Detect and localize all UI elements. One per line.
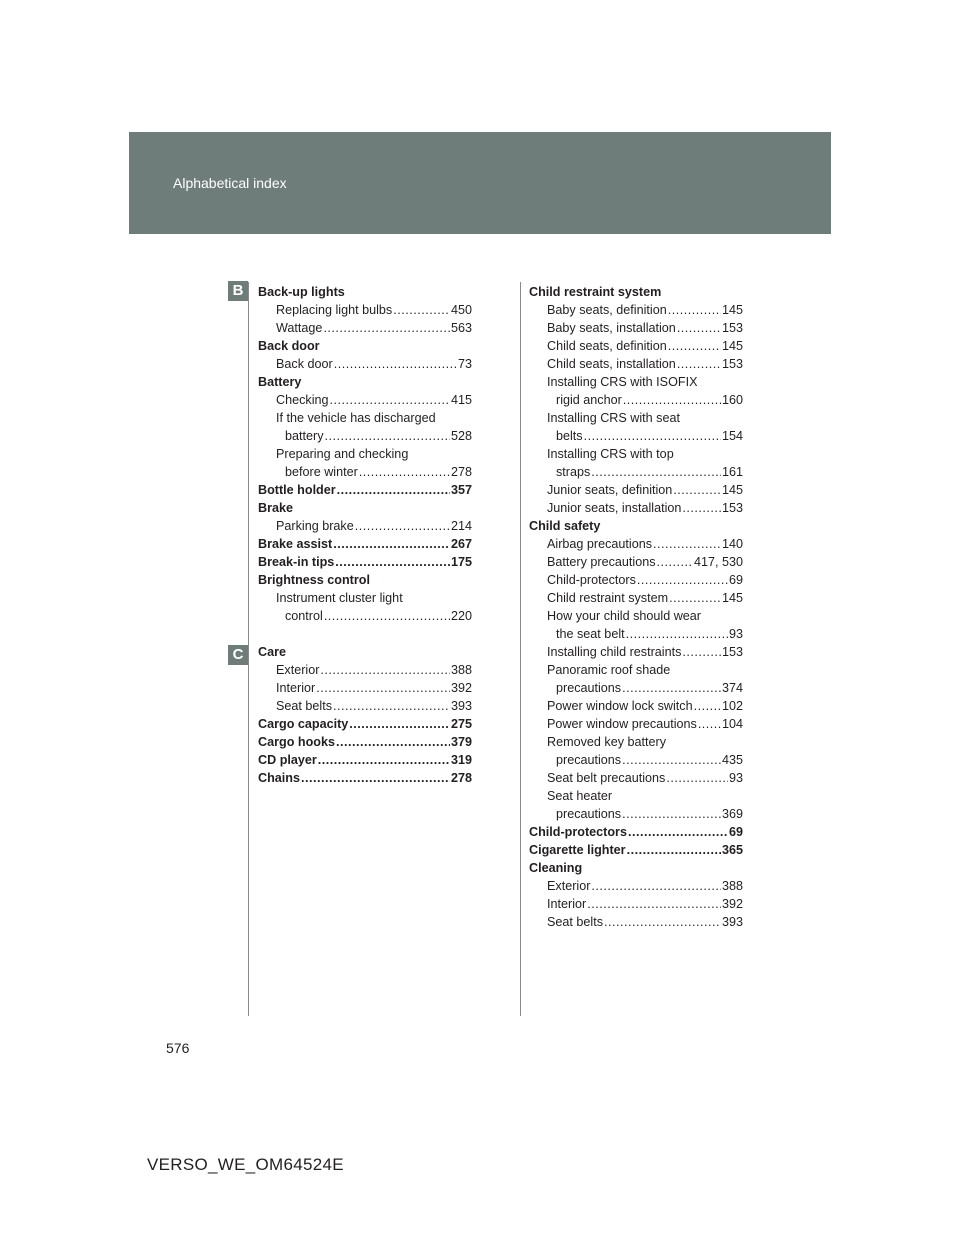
dot-leader [393, 301, 450, 319]
dot-leader [336, 733, 450, 751]
entry-label: the seat belt [556, 627, 625, 641]
dot-leader [673, 481, 721, 499]
page-reference: 388 [450, 663, 472, 677]
dot-leader [628, 823, 728, 841]
dot-leader [591, 463, 721, 481]
index-subentry [258, 301, 472, 319]
index-subentry-text: Instrument cluster light [276, 591, 403, 605]
entry-label: battery [285, 429, 324, 443]
index-subentry [529, 391, 743, 409]
entry-label: Interior [547, 897, 587, 911]
dot-leader [333, 697, 450, 715]
page-reference: 417, 530 [693, 555, 743, 569]
entry-label: Seat belts [547, 915, 604, 929]
index-main-entry [258, 733, 472, 751]
entry-label: belts [556, 429, 583, 443]
index-subentry [529, 499, 743, 517]
page-reference: 145 [721, 339, 743, 353]
entry-label: Seat belts [276, 699, 333, 713]
index-subentry-text: Panoramic roof shade [547, 663, 671, 677]
index-subentry [529, 769, 743, 787]
index-subentry [529, 679, 743, 697]
index-main-entry [258, 715, 472, 733]
index-subentry-text: How your child should wear [547, 609, 701, 623]
dot-leader [355, 517, 450, 535]
index-subentry-text: Removed key battery [547, 735, 666, 749]
letter-tab-c: C [228, 645, 248, 665]
index-subentry [529, 355, 743, 373]
page-reference: 450 [450, 303, 472, 317]
index-heading: Brake [258, 501, 294, 515]
entry-label: Back door [276, 357, 333, 371]
dot-leader [623, 391, 721, 409]
index-subentry [258, 463, 472, 481]
dot-leader [316, 679, 450, 697]
index-heading: Cleaning [529, 861, 583, 875]
dot-leader [694, 697, 721, 715]
dot-leader [622, 679, 721, 697]
dot-leader [333, 535, 450, 553]
index-subentry [529, 805, 743, 823]
dot-leader [323, 319, 450, 337]
page-reference: 563 [450, 321, 472, 335]
index-subentry [258, 391, 472, 409]
right-column-rule [520, 282, 521, 1016]
entry-label: Brake assist [258, 537, 333, 551]
entry-label: Exterior [547, 879, 591, 893]
page-reference: 93 [728, 627, 743, 641]
entry-label: Junior seats, definition [547, 483, 673, 497]
page-reference: 73 [457, 357, 472, 371]
page-reference: 267 [450, 537, 472, 551]
dot-leader [668, 337, 721, 355]
index-heading: Child safety [529, 519, 601, 533]
entry-label: Child-protectors [547, 573, 636, 587]
dot-leader [622, 805, 721, 823]
index-main-entry [258, 553, 472, 571]
index-subentry [258, 697, 472, 715]
dot-leader [677, 319, 721, 337]
entry-label: Power window precautions [547, 717, 697, 731]
dot-leader [318, 751, 450, 769]
dot-leader [604, 913, 721, 931]
page-reference: 145 [721, 591, 743, 605]
index-subentry [529, 337, 743, 355]
entry-label: Airbag precautions [547, 537, 653, 551]
page-reference: 388 [721, 879, 743, 893]
entry-label: straps [556, 465, 591, 479]
index-subentry [529, 553, 743, 571]
index-subentry [258, 661, 472, 679]
index-subentry [529, 625, 743, 643]
dot-leader [325, 427, 450, 445]
index-subentry [529, 427, 743, 445]
entry-label: Baby seats, definition [547, 303, 667, 317]
index-main-entry [258, 535, 472, 553]
index-subentry [258, 607, 472, 625]
page-reference: 278 [450, 771, 472, 785]
entry-label: Exterior [276, 663, 320, 677]
entry-label: Child seats, definition [547, 339, 667, 353]
entry-label: Battery precautions [547, 555, 656, 569]
index-subentry [529, 301, 743, 319]
page-reference: 93 [728, 771, 743, 785]
index-subentry [529, 463, 743, 481]
index-heading: Brightness control [258, 573, 370, 587]
index-subentry [258, 517, 472, 535]
entry-label: Cargo hooks [258, 735, 335, 749]
dot-leader [682, 499, 721, 517]
entry-label: Parking brake [276, 519, 354, 533]
index-subentry [529, 535, 743, 553]
page-reference: 369 [721, 807, 743, 821]
dot-leader [627, 841, 721, 859]
entry-label: Seat belt precautions [547, 771, 666, 785]
page-reference: 153 [721, 357, 743, 371]
page-reference: 214 [450, 519, 472, 533]
dot-leader [320, 661, 450, 679]
index-heading: Back door [258, 339, 320, 353]
page-reference: 528 [450, 429, 472, 443]
index-column-right [529, 283, 743, 931]
index-subentry [529, 643, 743, 661]
page-reference: 154 [721, 429, 743, 443]
page-reference: 69 [728, 573, 743, 587]
index-subentry [529, 895, 743, 913]
dot-leader [335, 553, 450, 571]
dot-leader [653, 535, 721, 553]
index-heading: Care [258, 645, 287, 659]
page-reference: 365 [721, 843, 743, 857]
dot-leader [334, 355, 457, 373]
dot-leader [657, 553, 693, 571]
entry-label: Replacing light bulbs [276, 303, 393, 317]
page-reference: 392 [450, 681, 472, 695]
index-subentry [529, 913, 743, 931]
dot-leader [587, 895, 721, 913]
entry-label: rigid anchor [556, 393, 622, 407]
entry-label: Cigarette lighter [529, 843, 626, 857]
dot-leader [669, 589, 721, 607]
index-main-entry [258, 481, 472, 499]
dot-leader [682, 643, 721, 661]
page-reference: 374 [721, 681, 743, 695]
entry-label: precautions [556, 753, 622, 767]
dot-leader [337, 481, 450, 499]
entry-label: before winter [285, 465, 358, 479]
index-subentry [258, 679, 472, 697]
entry-label: Cargo capacity [258, 717, 349, 731]
index-subentry-text: Seat heater [547, 789, 613, 803]
entry-label: Chains [258, 771, 300, 785]
entry-label: Installing child restraints [547, 645, 682, 659]
dot-leader [622, 751, 721, 769]
dot-leader [637, 571, 728, 589]
page-reference: 220 [450, 609, 472, 623]
entry-label: Child seats, installation [547, 357, 676, 371]
entry-label: precautions [556, 681, 622, 695]
index-subentry [529, 319, 743, 337]
entry-label: Power window lock switch [547, 699, 693, 713]
page-reference: 275 [450, 717, 472, 731]
index-subentry [529, 877, 743, 895]
page-reference: 153 [721, 321, 743, 335]
page-reference: 153 [721, 645, 743, 659]
index-subentry [258, 427, 472, 445]
index-column-left [258, 283, 472, 787]
index-subentry-text: Preparing and checking [276, 447, 409, 461]
index-subentry [529, 589, 743, 607]
page-reference: 278 [450, 465, 472, 479]
index-subentry [529, 571, 743, 589]
dot-leader [324, 607, 450, 625]
dot-leader [359, 463, 450, 481]
index-heading: Battery [258, 375, 302, 389]
document-code: VERSO_WE_OM64524E [147, 1155, 344, 1174]
page-reference: 69 [728, 825, 743, 839]
index-main-entry [258, 751, 472, 769]
page-reference: 392 [721, 897, 743, 911]
dot-leader [330, 391, 450, 409]
index-subentry [529, 481, 743, 499]
index-subentry-text: Installing CRS with seat [547, 411, 680, 425]
dot-leader [626, 625, 728, 643]
index-heading: Child restraint system [529, 285, 662, 299]
index-subentry [529, 751, 743, 769]
header-title: Alphabetical index [173, 175, 287, 191]
dot-leader [584, 427, 721, 445]
entry-label: Interior [276, 681, 316, 695]
dot-leader [349, 715, 450, 733]
entry-label: control [285, 609, 323, 623]
page-number: 576 [166, 1040, 190, 1056]
letter-tab-b: B [228, 281, 248, 301]
page-reference: 145 [721, 303, 743, 317]
section-gap [258, 625, 472, 643]
page-reference: 140 [721, 537, 743, 551]
index-main-entry [529, 823, 743, 841]
dot-leader [301, 769, 450, 787]
page-reference: 415 [450, 393, 472, 407]
page-reference: 161 [721, 465, 743, 479]
dot-leader [677, 355, 721, 373]
entry-label: Child restraint system [547, 591, 669, 605]
page-reference: 379 [450, 735, 472, 749]
page-reference: 104 [721, 717, 743, 731]
page-reference: 175 [450, 555, 472, 569]
entry-label: Bottle holder [258, 483, 336, 497]
page-reference: 393 [721, 915, 743, 929]
index-subentry-text: Installing CRS with top [547, 447, 674, 461]
dot-leader [668, 301, 721, 319]
index-subentry [529, 697, 743, 715]
dot-leader [666, 769, 728, 787]
entry-label: CD player [258, 753, 317, 767]
page-reference: 319 [450, 753, 472, 767]
page-reference: 435 [721, 753, 743, 767]
page-reference: 160 [721, 393, 743, 407]
page-reference: 102 [721, 699, 743, 713]
entry-label: Wattage [276, 321, 323, 335]
entry-label: Checking [276, 393, 329, 407]
index-subentry-text: If the vehicle has discharged [276, 411, 436, 425]
dot-leader [591, 877, 721, 895]
dot-leader [698, 715, 721, 733]
page-reference: 357 [450, 483, 472, 497]
page-reference: 393 [450, 699, 472, 713]
page-header [129, 132, 831, 234]
page-reference: 145 [721, 483, 743, 497]
left-column-rule [248, 282, 249, 1016]
index-subentry-text: Installing CRS with ISOFIX [547, 375, 698, 389]
index-main-entry [529, 841, 743, 859]
entry-label: Break-in tips [258, 555, 335, 569]
index-subentry [258, 355, 472, 373]
entry-label: Child-protectors [529, 825, 627, 839]
index-heading: Back-up lights [258, 285, 345, 299]
index-main-entry [258, 769, 472, 787]
entry-label: Junior seats, installation [547, 501, 682, 515]
page-reference: 153 [721, 501, 743, 515]
index-subentry [258, 319, 472, 337]
entry-label: Baby seats, installation [547, 321, 676, 335]
entry-label: precautions [556, 807, 622, 821]
index-subentry [529, 715, 743, 733]
